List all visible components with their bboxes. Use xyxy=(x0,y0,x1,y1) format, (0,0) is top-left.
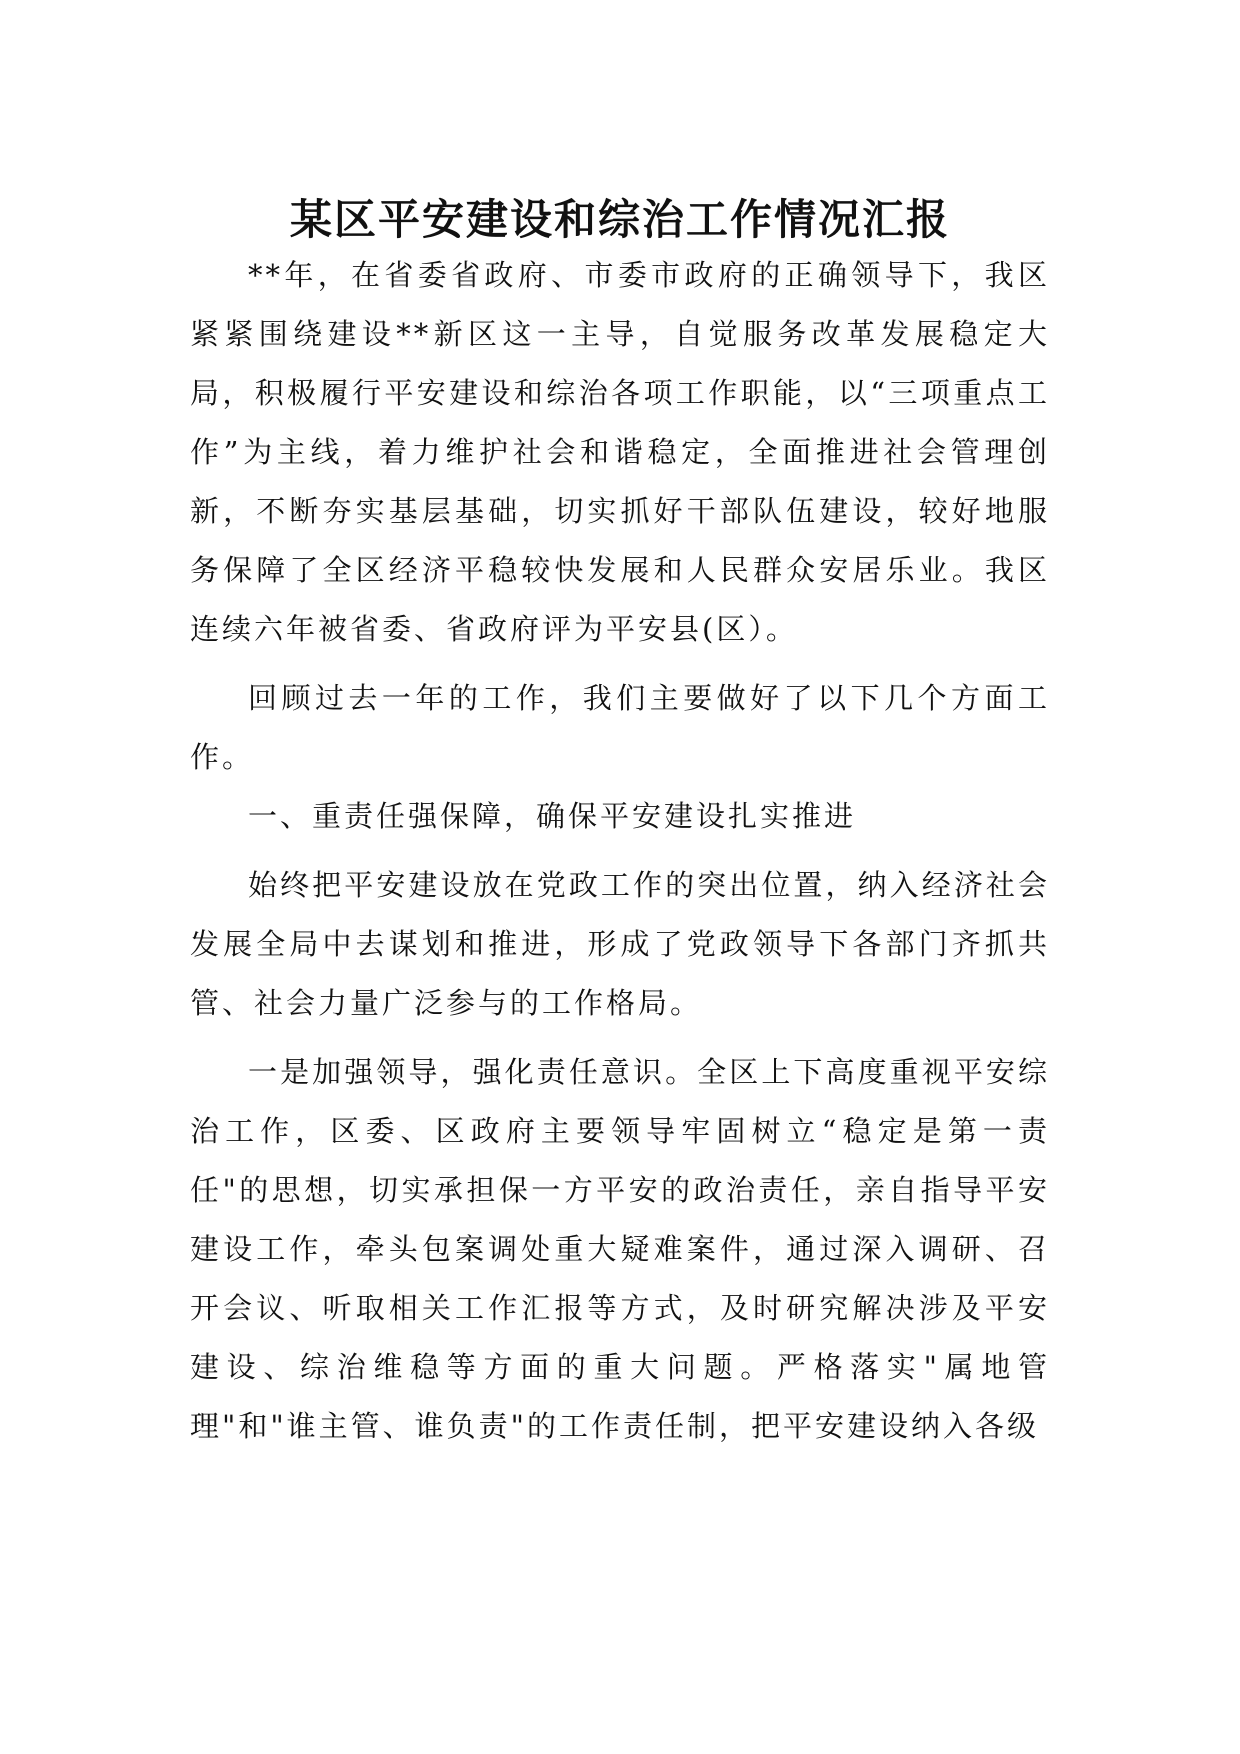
document-title: 某区平安建设和综治工作情况汇报 xyxy=(289,195,950,244)
document-body xyxy=(190,246,1050,1456)
review-paragraph: 回顾过去一年的工作，我们主要做好了以下几个方面工作。 xyxy=(190,681,1050,774)
section-paragraph: 始终把平安建设放在党政工作的突出位置，纳入经济社会发展全局中去谋划和推进，形成了党政领导下各部门齐抓共管、社会力量广泛参与的工作格局。 xyxy=(190,868,1050,1020)
intro-paragraph: **年，在省委省政府、市委市政府的正确领导下，我区紧紧围绕建设**新区这一主导，自觉服务改革发展稳定大局，积极履行平安建设和综治各项工作职能，以“三项重点工作”为主线，着力维护社会和谐稳定，全面推进社会管理创新，不断夯实基层基础，切实抓好干部队伍建设，较好地服务保障了全区经济平稳较快发展和人民群众安居乐业。我区连续六年被省委、省政府评为平安县(区）。 xyxy=(190,258,1050,646)
section-paragraph: 一是加强领导，强化责任意识。全区上下高度重视平安综治工作，区委、区政府主要领导牢固树立“稳定是第一责任"的思想，切实承担保一方平安的政治责任，亲自指导平安建设工作，牵头包案调处重大疑难案件，通过深入调研、召开会议、听取相关工作汇报等方式，及时研究解决涉及平安建设、综治维稳等方面的重大问题。严格落实"属地管理"和"谁主管、谁负责"的工作责任制，把平安建设纳入各级 xyxy=(190,1055,1050,1443)
section-heading: 一、重责任强保障，确保平安建设扎实推进 xyxy=(248,799,857,833)
